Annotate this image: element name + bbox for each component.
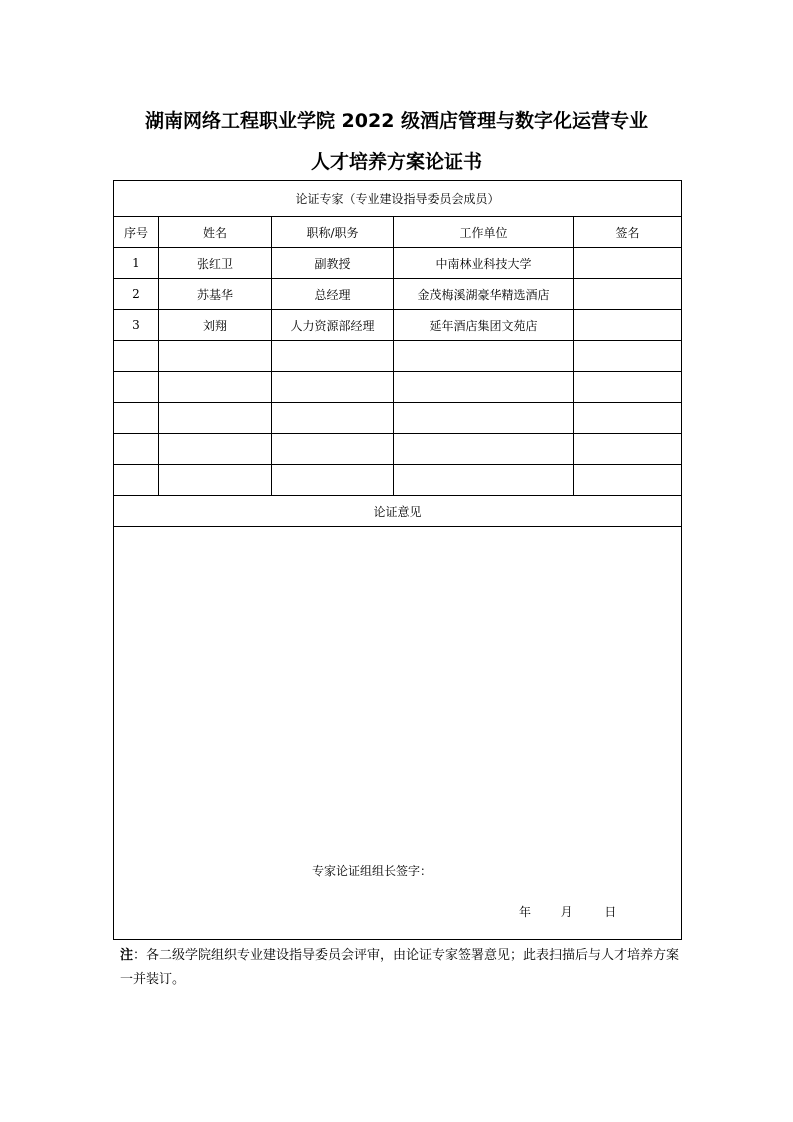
cell-no[interactable] (114, 434, 159, 465)
column-header-sign: 签名 (574, 217, 682, 248)
footnote (120, 944, 690, 992)
cell-org: 延年酒店集团文苑店 (394, 310, 574, 341)
opinion-section-header: 论证意见 (114, 496, 682, 527)
cell-name: 张红卫 (159, 248, 272, 279)
leader-signature-label: 专家论证组组长签字： (312, 864, 433, 878)
cell-sign[interactable] (574, 434, 682, 465)
table-row (114, 434, 682, 465)
cell-title[interactable] (272, 434, 394, 465)
footnote-label: 注 (120, 948, 134, 963)
cell-org: 金茂梅溪湖豪华精选酒店 (394, 279, 574, 310)
cell-sign[interactable] (574, 341, 682, 372)
cell-sign[interactable] (574, 465, 682, 496)
cell-title: 人力资源部经理 (272, 310, 394, 341)
cell-title[interactable] (272, 465, 394, 496)
date-line (519, 903, 616, 920)
cell-sign[interactable] (574, 279, 682, 310)
cell-name[interactable] (159, 341, 272, 372)
cell-name[interactable] (159, 465, 272, 496)
cell-name[interactable] (159, 403, 272, 434)
cell-sign[interactable] (574, 310, 682, 341)
cell-title[interactable] (272, 372, 394, 403)
table-row (114, 403, 682, 434)
column-header-org: 工作单位 (394, 217, 574, 248)
cell-no[interactable] (114, 403, 159, 434)
cell-org: 中南林业科技大学 (394, 248, 574, 279)
table-row (114, 279, 682, 310)
cell-no[interactable] (114, 465, 159, 496)
certification-form (113, 180, 682, 940)
cell-no: 3 (114, 310, 159, 341)
document-subtitle: 人才培养方案论证书 (310, 151, 482, 173)
cell-name: 刘翔 (159, 310, 272, 341)
cell-org[interactable] (394, 434, 574, 465)
footnote-text: ：各二级学院组织专业建设指导委员会评审，由论证专家签署意见；此表扫描后与人才培养方案一并装订。 (120, 948, 680, 987)
cell-title[interactable] (272, 341, 394, 372)
document-title: 湖南网络工程职业学院 2022 级酒店管理与数字化运营专业 (144, 110, 649, 132)
cell-sign[interactable] (574, 372, 682, 403)
cell-no: 1 (114, 248, 159, 279)
column-header-title: 职称/职务 (272, 217, 394, 248)
cell-title: 总经理 (272, 279, 394, 310)
table-row (114, 372, 682, 403)
table-row (114, 465, 682, 496)
cell-sign[interactable] (574, 403, 682, 434)
cell-title[interactable] (272, 403, 394, 434)
table-row (114, 310, 682, 341)
cell-name[interactable] (159, 434, 272, 465)
date-year-label: 年 (519, 905, 532, 919)
column-header-no: 序号 (114, 217, 159, 248)
table-row (114, 341, 682, 372)
cell-org[interactable] (394, 465, 574, 496)
cell-org[interactable] (394, 341, 574, 372)
column-header-name: 姓名 (159, 217, 272, 248)
cell-name[interactable] (159, 372, 272, 403)
cell-no: 2 (114, 279, 159, 310)
opinion-area[interactable] (114, 527, 682, 940)
table-row (114, 248, 682, 279)
date-day-label: 日 (604, 905, 617, 919)
cell-name: 苏基华 (159, 279, 272, 310)
cell-no[interactable] (114, 372, 159, 403)
experts-section-header: 论证专家（专业建设指导委员会成员） (114, 181, 682, 217)
cell-no[interactable] (114, 341, 159, 372)
cell-sign[interactable] (574, 248, 682, 279)
cell-title: 副教授 (272, 248, 394, 279)
cell-org[interactable] (394, 372, 574, 403)
date-month-label: 月 (560, 905, 573, 919)
cell-org[interactable] (394, 403, 574, 434)
